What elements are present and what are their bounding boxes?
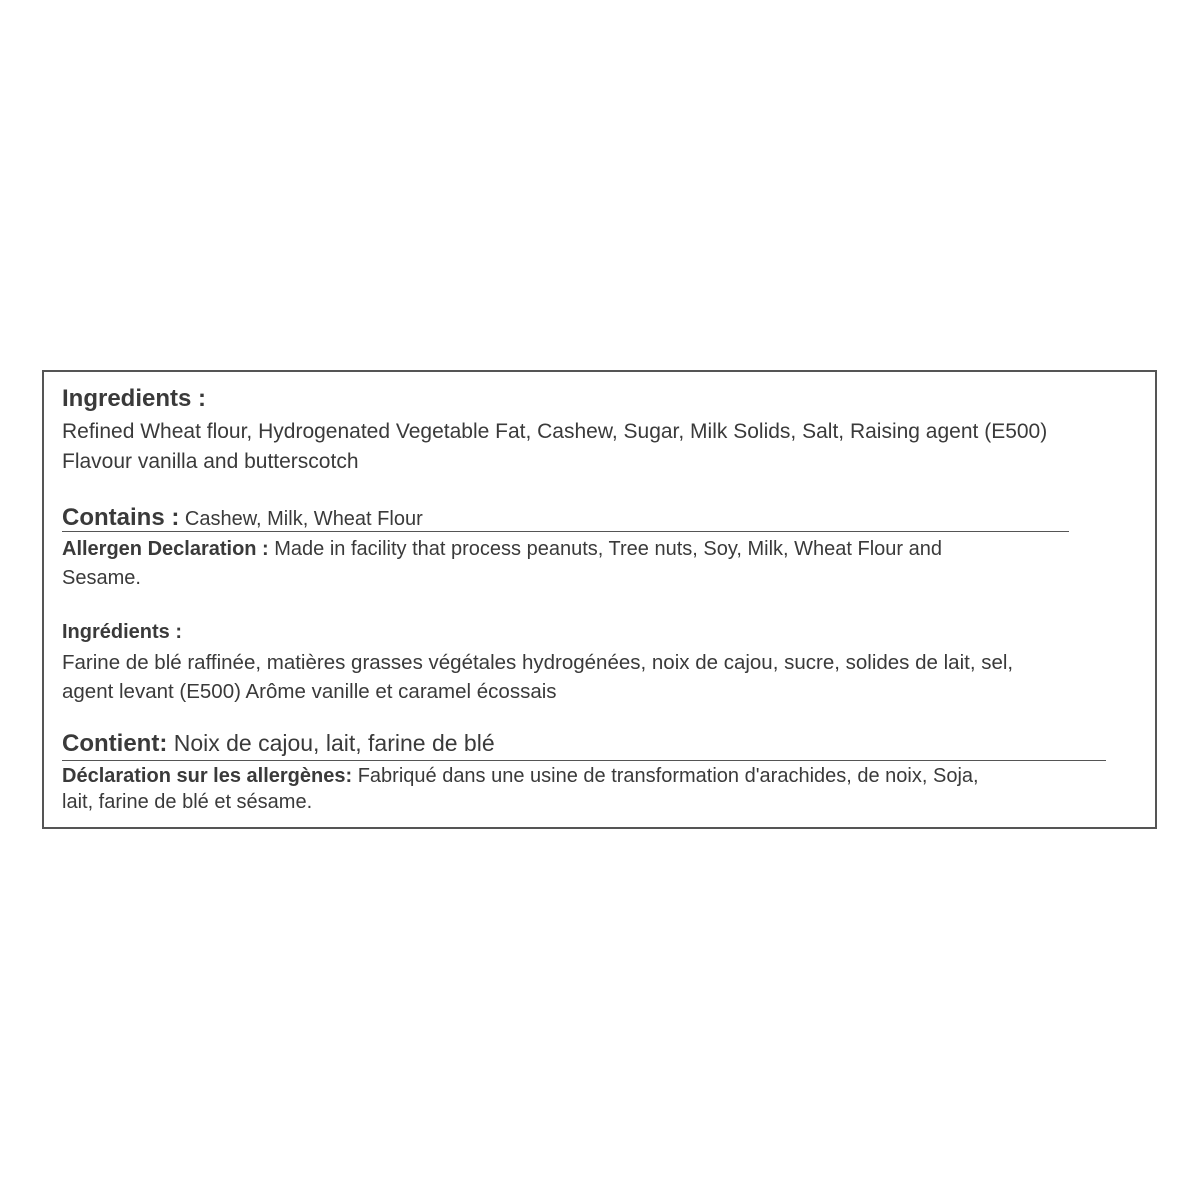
contains-value-fr: Noix de cajou, lait, farine de blé bbox=[167, 730, 495, 756]
contains-value-en: Cashew, Milk, Wheat Flour bbox=[179, 508, 423, 530]
allergen-line-fr-1 bbox=[62, 763, 979, 789]
allergen-label-fr: Déclaration sur les allergènes: bbox=[62, 765, 353, 787]
ingredients-line-fr-1: Farine de blé raffinée, matières grasses végétales hydrogénées, noix de cajou, sucre, solides de lait, sel, bbox=[62, 651, 1014, 674]
contains-line-en bbox=[62, 504, 423, 532]
allergen-line-en-1 bbox=[62, 535, 942, 564]
contains-underline-en bbox=[62, 531, 1069, 532]
ingredients-heading-en: Ingredients : bbox=[62, 385, 207, 412]
allergen-text-fr-1: Fabriqué dans une usine de transformation d'arachides, de noix, Soja, bbox=[352, 765, 979, 787]
ingredients-heading-fr: Ingrédients : bbox=[62, 621, 183, 643]
contains-label-en: Contains : bbox=[62, 504, 180, 531]
contains-line-fr bbox=[62, 730, 495, 758]
ingredients-line-en-2: Flavour vanilla and butterscotch bbox=[62, 450, 359, 473]
allergen-label-en: Allergen Declaration : bbox=[62, 538, 269, 560]
allergen-declaration-fr bbox=[62, 763, 979, 815]
contains-label-fr: Contient: bbox=[62, 730, 168, 757]
ingredients-label-box bbox=[42, 370, 1157, 829]
ingredients-text-en bbox=[62, 417, 1047, 477]
contains-underline-fr bbox=[62, 760, 1106, 761]
ingredients-text-fr bbox=[62, 648, 1013, 706]
ingredients-line-en-1: Refined Wheat flour, Hydrogenated Vegetable Fat, Cashew, Sugar, Milk Solids, Salt, Raising agent (E500) bbox=[62, 420, 1048, 443]
allergen-declaration-en bbox=[62, 535, 942, 593]
ingredients-line-fr-2: agent levant (E500) Arôme vanille et caramel écossais bbox=[62, 680, 557, 703]
allergen-text-en-1: Made in facility that process peanuts, Tree nuts, Soy, Milk, Wheat Flour and bbox=[268, 538, 942, 560]
allergen-text-en-2: Sesame. bbox=[62, 567, 141, 589]
allergen-text-fr-2: lait, farine de blé et sésame. bbox=[62, 791, 313, 813]
